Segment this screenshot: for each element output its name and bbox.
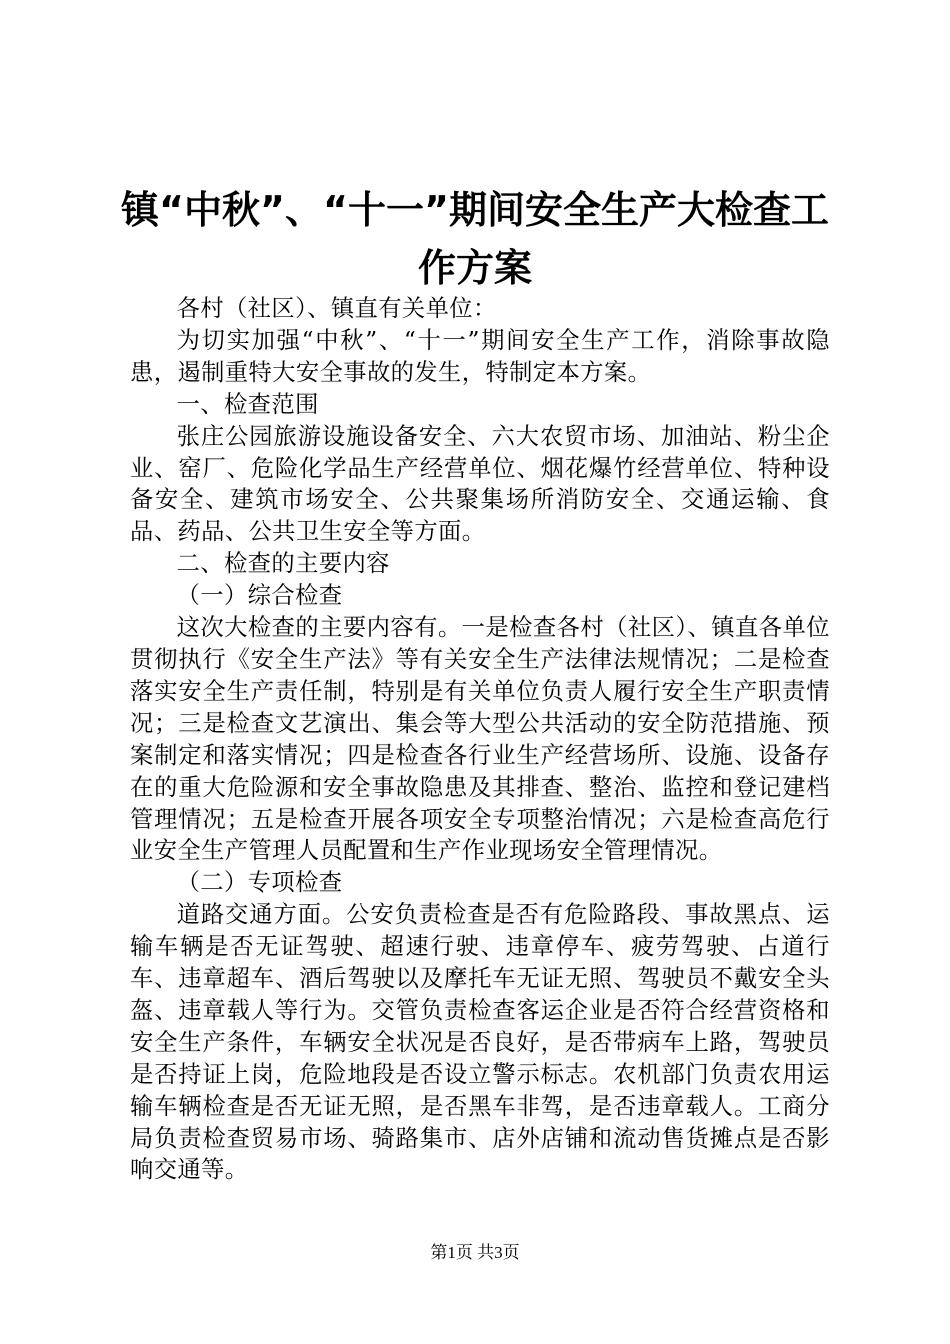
document-title-line2: 作方案 xyxy=(417,246,532,290)
general-inspection-paragraph: 这次大检查的主要内容有。一是检查各村（社区）、镇直各单位贯彻执行《安全生产法》等有关安全生产法律法规情况；二是检查落实安全生产责任制，特别是有关单位负责人履行安全生产职责情况；三是检查文艺演出、集会等大型公共活动的安全防范措施、预案制定和落实情况；四是检查各行业生产经营场所、设施、设备存在的重大危险源和安全事故隐患及其排查、整治、监控和登记建档管理情况；五是检查开展各项安全专项整治情况；六是检查高危行业安全生产管理人员配置和生产作业现场安全管理情况。 xyxy=(130,614,830,865)
section-heading-scope: 一、检查范围 xyxy=(176,390,319,418)
section-heading-content: 二、检查的主要内容 xyxy=(176,550,390,578)
document-title-line1: 镇“中秋”、“十一”期间安全生产大检查工 xyxy=(121,188,829,232)
special-inspection-paragraph: 道路交通方面。公安负责检查是否有危险路段、事故黑点、运输车辆是否无证驾驶、超速行驶、违章停车、疲劳驾驶、占道行车、违章超车、酒后驾驶以及摩托车无证无照、驾驶员不戴安全头盔、违章载人等行为。交管负责检查客运企业是否符合经营资格和安全生产条件，车辆安全状况是否良好，是否带病车上路，驾驶员是否持证上岗，危险地段是否设立警示标志。农机部门负责农用运输车辆检查是否无证无照，是否黑车非驾，是否违章载人。工商分局负责检查贸易市场、骑路集市、店外店铺和流动售货摊点是否影响交通等。 xyxy=(130,901,830,1184)
intro-paragraph: 为切实加强“中秋”、“十一”期间安全生产工作，消除事故隐患，遏制重特大安全事故的发生，特制定本方案。 xyxy=(130,326,830,386)
document-body xyxy=(130,293,830,1186)
scope-paragraph: 张庄公园旅游设施设备安全、六大农贸市场、加油站、粉尘企业、窑厂、危险化学品生产经营单位、烟花爆竹经营单位、特种设备安全、建筑市场安全、公共聚集场所消防安全、交通运输、食品、药品、公共卫生安全等方面。 xyxy=(130,422,830,546)
subsection-heading-special: （二）专项检查 xyxy=(176,869,343,897)
salutation: 各村（社区）、镇直有关单位： xyxy=(176,295,497,322)
subsection-heading-general: （一）综合检查 xyxy=(176,582,343,610)
page-number-footer: 第1页 共3页 xyxy=(430,1243,520,1262)
